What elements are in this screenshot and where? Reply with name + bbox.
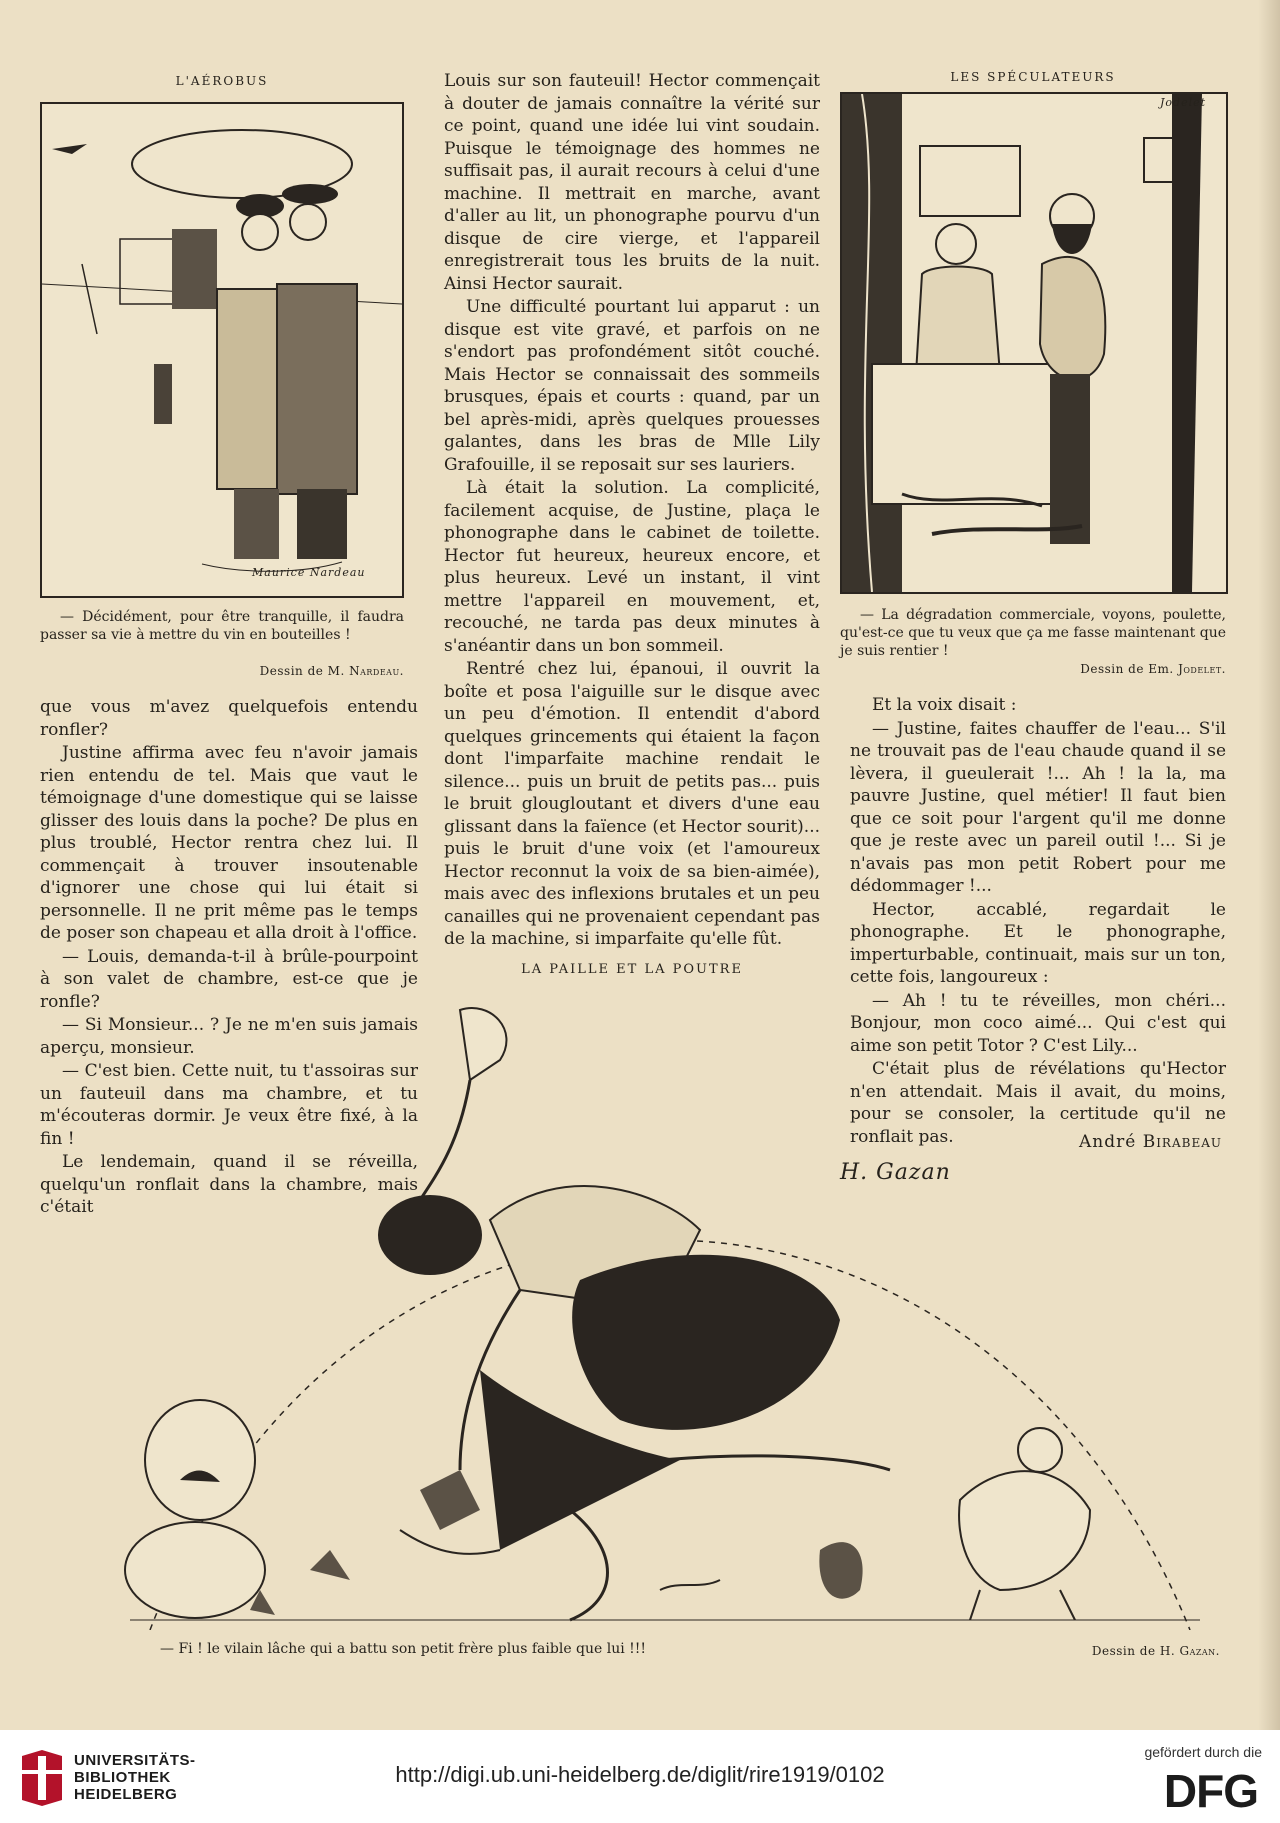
aerobus-heading: L'AÉROBUS <box>175 74 269 88</box>
author-last-name: Birabeau <box>1142 1132 1222 1152</box>
paille-caption: — Fi ! le vilain lâche qui a battu son petit frère plus faible que lui !!! <box>160 1641 647 1657</box>
aerobus-signature: Maurice Nardeau <box>252 566 366 579</box>
speculateurs-heading: LES SPÉCULATEURS <box>950 70 1116 84</box>
column-2-text <box>444 70 820 952</box>
col2-paragraph: Une difficulté pourtant lui apparut : un disque est vite gravé, et parfois on ne s'endort pas profondément sitôt couché. Mais Hector se connaissait des sommeils brusques, épais et courts : quand, par un bel après-midi, après quelques prouesses galantes, dans les bras de Mlle Lily Grafouille, il se reposait sur ses lauriers. <box>444 297 820 475</box>
author-first-name: André <box>1079 1132 1137 1152</box>
col3-paragraph: C'était plus de révélations qu'Hector n'en attendait. Mais il avait, du moins, pour se consoler, la certitude qu'il ne ronflait pas. <box>850 1059 1226 1147</box>
speculateurs-credit-prefix: Dessin de Em. <box>1080 662 1174 676</box>
col1-paragraph: Justine affirma avec feu n'avoir jamais rien entendu de tel. Mais que vaut le témoignage d'une domestique qui se laisse glisser des louis dans la poche? De plus en plus troublé, Hector rentra chez lui. Il commençait à trouver insoutenable d'ignorer une chose qui lui était si personnelle. Il ne prit même pas le temps de poser son chapeau et alla droit à l'office. <box>40 743 418 943</box>
speculateurs-credit-name: Jodelet. <box>1178 662 1226 676</box>
paille-heading: LA PAILLE ET LA POUTRE <box>521 962 743 977</box>
university-name-line: UNIVERSITÄTS- <box>74 1752 196 1769</box>
aerobus-illustration <box>40 102 404 598</box>
col2-paragraph: Rentré chez lui, épanoui, il ouvrit la boîte et posa l'aiguille sur le disque avec un peu d'émotion. Il entendit d'abord quelques grincements qui étaient la façon dont l'imparfaite machine rendait le silence... puis un bruit de petits pas... puis le bruit glougloutant et divers d'une eau glissant dans la faïence (et Hector sourit)... puis le bruit d'une voix (et l'amoureux Hector reconnut la voix de sa bien-aimée), mais avec des inflexions brutales et un peu canailles qui ne provenaient cependant pas de la machine, si imparfaite qu'elle fût. <box>444 659 820 949</box>
speculateurs-credit <box>840 660 1226 678</box>
paille-illustration <box>100 990 1230 1630</box>
document-url-link[interactable]: http://digi.ub.uni-heidelberg.de/diglit/rire1919/0102 <box>395 1762 885 1787</box>
paille-drawing <box>100 990 1230 1630</box>
paille-credit <box>920 1642 1220 1660</box>
paille-credit-name: Gazan. <box>1179 1644 1220 1658</box>
col3-paragraph: — Justine, faites chauffer de l'eau... S'il ne trouvait pas de l'eau chaude quand il se lèvera, il gueulerait !... Ah ! la la, ma pauvre Justine, quel métier! Il faut bien que ce soit pour l'argent qu'il me donne que je reste avec un pareil outil !... Si je n'avais pas mon petit Robert pour me dédommager !... <box>850 718 1226 896</box>
col1-paragraph: — C'est bien. Cette nuit, tu t'assoiras sur un fauteuil dans ma chambre, et tu m'écouteras dormir. Je veux être fixé, à la fin ! <box>40 1061 418 1149</box>
col1-paragraph: Le lendemain, quand il se réveilla, quelqu'un ronflait dans la chambre, mais c'était <box>40 1152 418 1217</box>
col1-paragraph: — Si Monsieur... ? Je ne m'en suis jamais aperçu, monsieur. <box>40 1015 418 1058</box>
speculateurs-signature: Jodelet <box>1160 96 1207 109</box>
aerobus-drawing <box>42 104 402 596</box>
col2-paragraph: Là était la solution. La complicité, facilement acquise, de Justine, plaça le phonographe dans le cabinet de toilette. Hector fut heureux, heureux encore, et plus heureux. Levé un instant, il vint mettre l'appareil en mouvement, et, recouché, ne tarda pas deux minutes à s'anéantir dans un bon sommeil. <box>444 478 820 656</box>
speculateurs-drawing <box>842 94 1226 592</box>
col3-paragraph: — Ah ! tu te réveilles, mon chéri... Bonjour, mon coco aimé... Qui c'est qui aime son petit Totor ? C'est Lily... <box>850 990 1226 1056</box>
speculateurs-caption: — La dégradation commerciale, voyons, poulette, qu'est-ce que tu veux que ça me fasse maintenant que je suis rentier ! <box>840 607 1226 659</box>
col3-paragraph: Et la voix disait : <box>872 695 1017 715</box>
col3-paragraph: Hector, accablé, regardait le phonographe. Et le phonographe, imperturbable, continuait, mais sur un ton, cette fois, langoureux : <box>850 899 1226 987</box>
col1-paragraph: — Louis, demanda-t-il à brûle-pourpoint à son valet de chambre, est-ce que je ronfle? <box>40 946 418 1012</box>
funded-by-label: gefördert durch die <box>1144 1744 1262 1760</box>
aerobus-credit <box>40 662 404 680</box>
aerobus-credit-prefix: Dessin de M. <box>259 664 345 678</box>
paille-signature: H. Gazan <box>840 1160 951 1185</box>
university-name-line: BIBLIOTHEK <box>74 1769 171 1786</box>
university-name-line: HEIDELBERG <box>74 1786 178 1803</box>
col1-paragraph: que vous m'avez quelquefois entendu ronfler? <box>40 697 418 740</box>
aerobus-caption: — Décidément, pour être tranquille, il faudra passer sa vie à mettre du vin en bouteilles ! <box>40 609 404 643</box>
col2-paragraph: Louis sur son fauteuil! Hector commençait à douter de jamais connaître la vérité sur ce point, quand une idée lui vint soudain. Puisque le témoignage des hommes ne suffisait pas, il aurait recours à celui d'une machine. Il mettrait en marche, avant d'aller au lit, un phonographe pourvu d'un disque de cire vierge, et l'appareil enregistrerait tous les bruits de la nuit. Ainsi Hector saurait. <box>444 71 820 294</box>
speculateurs-illustration <box>840 92 1228 594</box>
aerobus-credit-name: Nardeau. <box>349 664 404 678</box>
dfg-logo: DFG <box>1163 1765 1258 1817</box>
paille-credit-prefix: Dessin de H. <box>1091 1644 1176 1658</box>
footer-bar <box>0 1730 1280 1823</box>
